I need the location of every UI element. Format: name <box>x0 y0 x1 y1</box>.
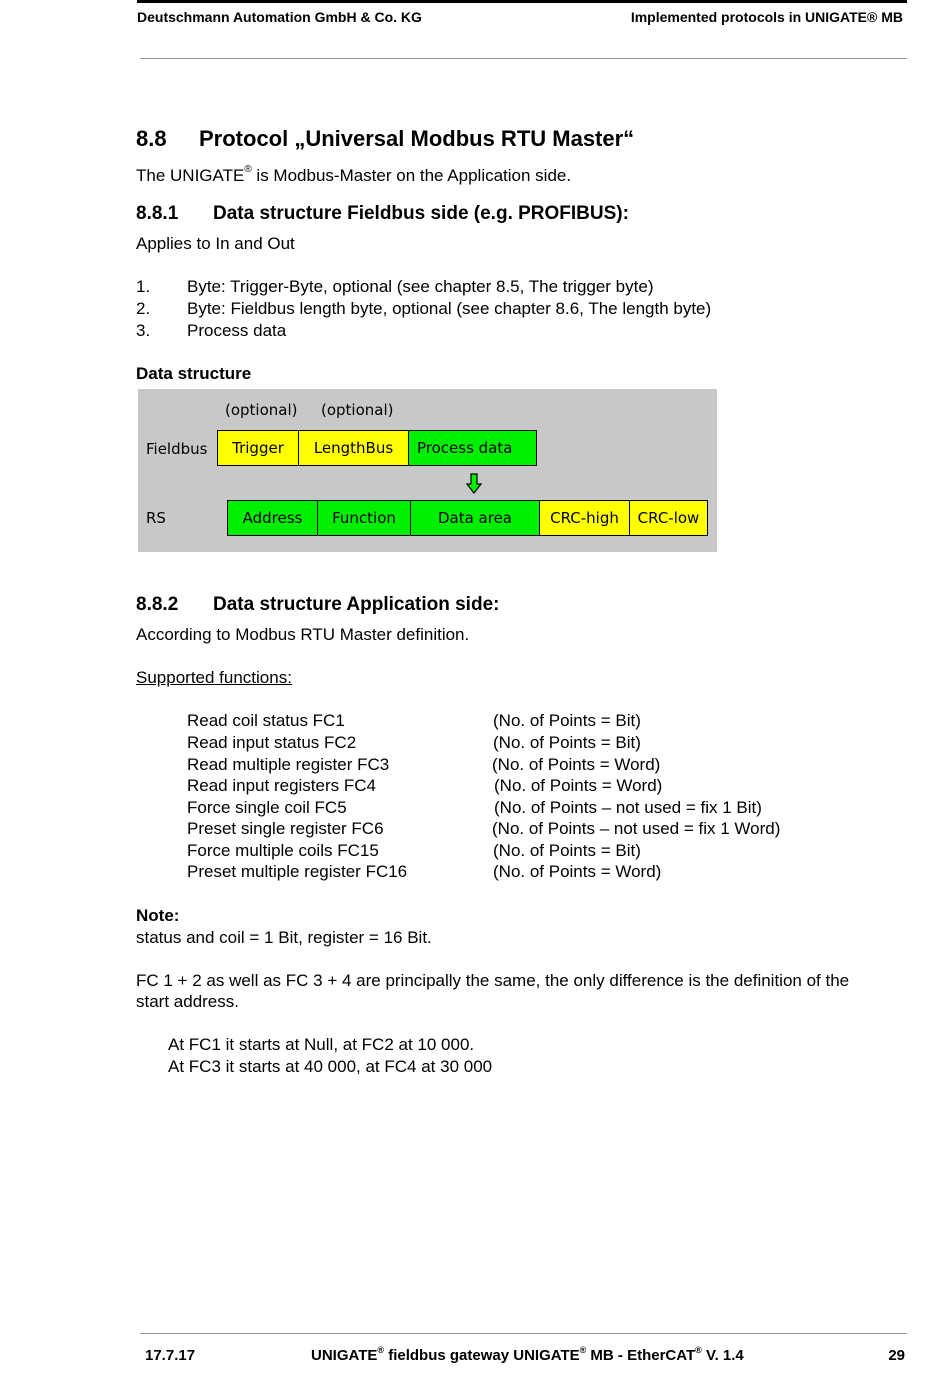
box-trigger: Trigger <box>217 430 299 466</box>
footer-divider <box>140 1333 907 1334</box>
footer-date: 17.7.17 <box>145 1347 196 1364</box>
list-item: 2. Byte: Fieldbus length byte, optional (see chapter 8.6, The length byte) <box>136 299 712 318</box>
start-address-line1: At FC1 it starts at Null, at FC2 at 10 000. <box>168 1035 475 1054</box>
supported-functions-heading: Supported functions: <box>136 668 292 687</box>
function-name: Preset multiple register FC16 <box>187 862 408 881</box>
function-name: Read input status FC2 <box>187 733 357 752</box>
function-points: (No. of Points = Bit) <box>493 841 641 860</box>
section-intro: The UNIGATE® is Modbus-Master on the Application side. <box>136 164 572 185</box>
function-points: (No. of Points = Word) <box>493 862 662 881</box>
data-structure-heading: Data structure <box>136 364 252 383</box>
note-label: Note: <box>136 906 180 925</box>
function-name: Read input registers FC4 <box>187 776 376 795</box>
rs-label: RS <box>146 509 166 527</box>
function-points: (No. of Points = Word) <box>494 776 663 795</box>
subsection-heading-fieldbus: 8.8.1 Data structure Fieldbus side (e.g. PROFIBUS): <box>136 203 629 224</box>
list-item: 1. Byte: Trigger-Byte, optional (see chapter 8.5, The trigger byte) <box>136 277 654 296</box>
optional-label-length: (optional) <box>321 401 394 419</box>
function-name: Preset single register FC6 <box>187 819 384 838</box>
down-arrow-icon <box>466 473 482 495</box>
header-company: Deutschmann Automation GmbH & Co. KG <box>137 9 422 25</box>
fc-paragraph-line2: start address. <box>136 992 239 1011</box>
fieldbus-label: Fieldbus <box>146 440 208 458</box>
function-points: (No. of Points = Bit) <box>493 733 641 752</box>
box-address: Address <box>227 500 318 536</box>
footer-title: UNIGATE® fieldbus gateway UNIGATE® MB - EtherCAT® V. 1.4 <box>311 1345 744 1364</box>
list-item: 3. Process data <box>136 321 287 340</box>
function-points: (No. of Points = Bit) <box>493 711 641 730</box>
box-data-area: Data area <box>410 500 540 536</box>
function-name: Force single coil FC5 <box>187 798 347 817</box>
applies-text: Applies to In and Out <box>136 234 295 253</box>
box-lengthbus: LengthBus <box>298 430 409 466</box>
function-name: Read coil status FC1 <box>187 711 345 730</box>
box-crc-low: CRC-low <box>629 500 708 536</box>
subsection-heading-application: 8.8.2 Data structure Application side: <box>136 594 500 615</box>
fc-paragraph-line1: FC 1 + 2 as well as FC 3 + 4 are principally the same, the only difference is the definition of the <box>136 971 850 990</box>
data-structure-diagram <box>138 389 717 552</box>
function-name: Read multiple register FC3 <box>187 755 390 774</box>
section-number: 8.8 <box>136 126 167 151</box>
header-rule-top <box>137 0 907 3</box>
footer-page-number: 29 <box>888 1347 905 1364</box>
header-chapter: Implemented protocols in UNIGATE® MB <box>630 9 903 25</box>
box-crc-high: CRC-high <box>539 500 630 536</box>
function-points: (No. of Points – not used = fix 1 Bit) <box>494 798 762 817</box>
note-text: status and coil = 1 Bit, register = 16 Bit. <box>136 928 432 947</box>
function-name: Force multiple coils FC15 <box>187 841 379 860</box>
section-title: Protocol „Universal Modbus RTU Master“ <box>199 126 635 151</box>
optional-label-trigger: (optional) <box>225 401 298 419</box>
function-points: (No. of Points – not used = fix 1 Word) <box>492 819 781 838</box>
application-text: According to Modbus RTU Master definition. <box>136 625 470 644</box>
box-function: Function <box>317 500 411 536</box>
start-address-line2: At FC3 it starts at 40 000, at FC4 at 30 000 <box>168 1057 493 1076</box>
function-points: (No. of Points = Word) <box>492 755 661 774</box>
box-process-data: Process data <box>408 430 537 466</box>
section-heading <box>136 126 634 152</box>
header-divider <box>140 58 907 59</box>
